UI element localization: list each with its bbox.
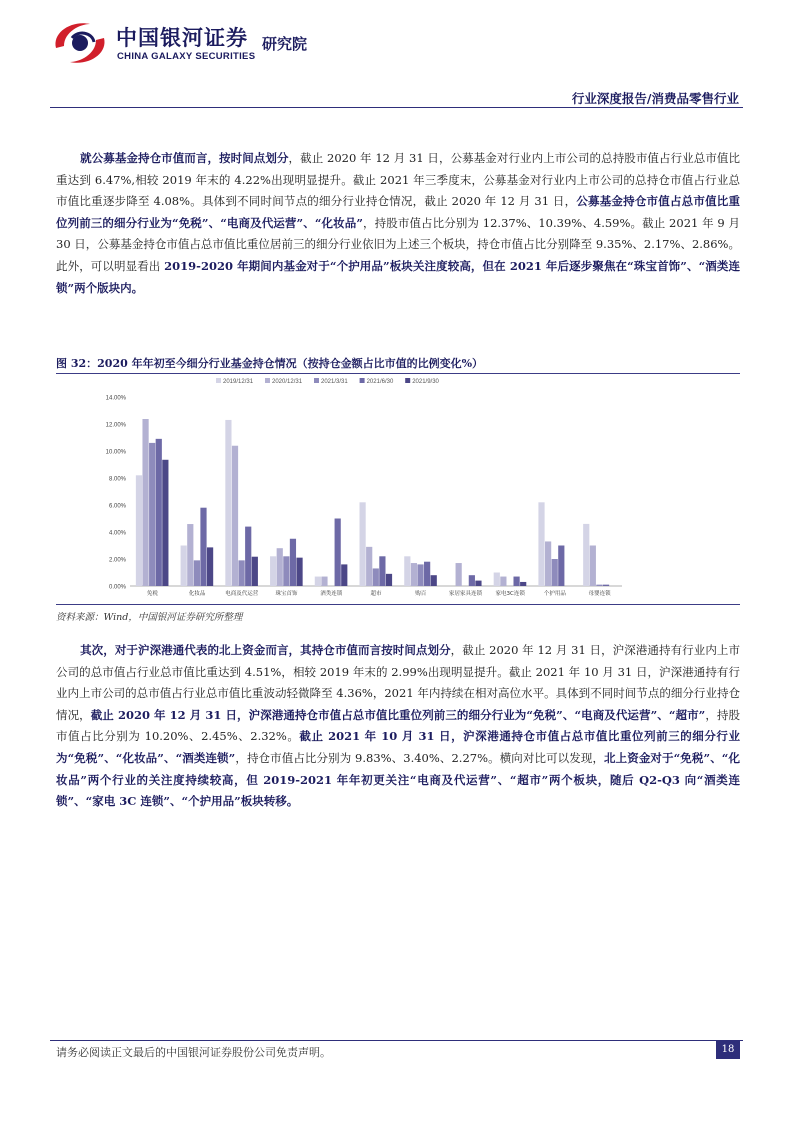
bar bbox=[545, 541, 551, 586]
bar bbox=[590, 546, 596, 587]
x-tick-label: 购百 bbox=[415, 591, 427, 597]
footer-divider bbox=[50, 1040, 743, 1041]
bar bbox=[207, 547, 213, 586]
bar bbox=[181, 546, 187, 587]
para1-text-1: ，截止 2020 年 12 月 31 日，公募基金对行业内上市公司的总持股市值占行业总市值比重达到 6.47%,相较 2019 年末的 4.22%出现明显提升。截止 2021 年三季度末，公募基金对行业内上市公司的总持仓市值占行业总市值比重逐步降至 4.08%。具体到不同时间节点的细分行业持仓情况，截止 2020 年 12 月 31 日， bbox=[56, 151, 741, 209]
brand-name-en: CHINA GALAXY SECURITIES bbox=[117, 51, 256, 62]
bar bbox=[475, 581, 481, 586]
bar bbox=[283, 556, 289, 586]
para2-text-1: ，截止 2020 年 12 月 31 日，沪深港通持有行业内上市公司的总市值占行业总市值比重达到 4.51%，相较 2019 年末的 2.99%出现明显提升。截止 2021 年 10 月 31 日，沪深港通持有行业内上市公司的总市值占行业总市值比重波动轻微降至 4.36%，2021 年内持续在相对高位水平。具体到不同时间节点的细分行业持仓情况， bbox=[56, 643, 740, 722]
bar bbox=[142, 419, 148, 586]
figure-title: 图 32：2020 年年初至今细分行业基金持仓情况（按持仓金额占比市值的比例变化%） bbox=[56, 357, 484, 370]
para1-bold-1: 就公募基金持仓市值而言，按时间点划分 bbox=[80, 151, 289, 165]
para1-bold-3: 2019-2020 年期间内基金对于“个护用品”板块关注度较高，但在 2021 年后逐步聚焦在“珠宝首饰”、“酒类连锁”两个版块内。 bbox=[56, 258, 741, 295]
galaxy-logo-icon bbox=[50, 18, 110, 68]
bar bbox=[162, 460, 168, 586]
figure-source: 资料来源：Wind，中国银河证券研究所整理 bbox=[56, 612, 243, 623]
y-tick-label: 14.00% bbox=[105, 395, 126, 402]
x-tick-label: 珠宝首饰 bbox=[275, 591, 298, 597]
bar bbox=[513, 577, 519, 586]
bar bbox=[417, 564, 423, 586]
para2-bold-1: 截止 2020 年 12 月 31 日，沪深港通持仓市值占总市值比重位列前三的细分行业为“免税”、“电商及代运营”、“超市” bbox=[90, 707, 706, 722]
institute-label: 研究院 bbox=[262, 35, 308, 53]
para2-text-3: ，持仓市值占比分别为 9.83%、3.40%、2.27%。横向对比可以发现， bbox=[235, 750, 605, 765]
y-tick-label: 6.00% bbox=[108, 503, 126, 510]
bar bbox=[538, 502, 544, 586]
figure-top-rule bbox=[56, 373, 740, 374]
bar bbox=[252, 557, 258, 586]
bar bbox=[239, 560, 245, 586]
brand-name-cn: 中国银河证券 bbox=[116, 26, 248, 50]
legend-swatch bbox=[360, 378, 365, 383]
bar bbox=[404, 556, 410, 586]
y-tick-label: 4.00% bbox=[108, 530, 126, 537]
y-tick-label: 8.00% bbox=[108, 476, 126, 483]
bar bbox=[270, 556, 276, 586]
legend-swatch bbox=[265, 378, 270, 383]
para2-bold-3: 北上资金对于“免税”、“化妆品”两个行业的关注度持续较高，但 2019-2021 年年初更关注“电商及代运营”、“超市”两个板块，随后 Q2-Q3 向“酒类连锁”、“家电 3C 连锁”、“个护用品”板块转移。 bbox=[56, 750, 741, 809]
bar bbox=[296, 558, 302, 586]
figure-bottom-rule bbox=[56, 604, 740, 605]
legend-label: 2019/12/31 bbox=[223, 379, 254, 385]
bar bbox=[200, 508, 206, 586]
bar bbox=[290, 539, 296, 586]
bar bbox=[156, 439, 162, 586]
y-tick-label: 2.00% bbox=[108, 557, 126, 564]
paragraph-fund-holdings bbox=[56, 148, 740, 299]
bar bbox=[277, 548, 283, 586]
bar bbox=[552, 559, 558, 586]
bar bbox=[494, 573, 500, 587]
bar bbox=[431, 575, 437, 586]
holdings-bar-chart bbox=[56, 375, 740, 603]
x-tick-label: 个护用品 bbox=[543, 591, 566, 597]
x-tick-label: 超市 bbox=[370, 591, 382, 597]
bar bbox=[583, 524, 589, 586]
para1-text-2: ，持股市值占比分别为 12.37%、10.39%、4.59%。截止 2021 年 9 月 30 日，公募基金持仓市值占总市值比重位居前三的细分行业依旧为上述三个板块，持仓市值占比分别降至 9.35%、2.17%、2.86%。此外，可以明显看出 bbox=[56, 215, 741, 273]
para2-bold-2: 截止 2021 年 10 月 31 日，沪深港通持仓市值占总市值比重位列前三的细分行业为“免税”、“化妆品”、“酒类连锁” bbox=[56, 729, 740, 765]
bar bbox=[232, 446, 238, 586]
legend-swatch bbox=[314, 378, 319, 383]
bar bbox=[321, 577, 327, 586]
bar bbox=[379, 556, 385, 586]
bar bbox=[194, 560, 200, 586]
bar bbox=[360, 502, 366, 586]
legend-label: 2021/9/30 bbox=[412, 379, 439, 385]
bar bbox=[424, 562, 430, 586]
paragraph-northbound-holdings bbox=[56, 640, 740, 813]
y-tick-label: 12.00% bbox=[105, 422, 126, 429]
x-tick-label: 母婴连锁 bbox=[588, 591, 611, 597]
legend-label: 2021/6/30 bbox=[366, 379, 394, 385]
bar bbox=[187, 524, 193, 586]
bar bbox=[136, 475, 142, 586]
report-category: 行业深度报告/消费品零售行业 bbox=[571, 91, 739, 106]
x-tick-label: 家电3C连锁 bbox=[495, 591, 525, 597]
bar bbox=[149, 443, 155, 586]
bar bbox=[520, 582, 526, 586]
bar bbox=[603, 585, 609, 586]
header-divider bbox=[50, 107, 743, 108]
legend-label: 2021/3/31 bbox=[321, 379, 348, 385]
legend-label: 2020/12/31 bbox=[272, 379, 303, 385]
bar bbox=[225, 420, 231, 586]
legend-swatch bbox=[405, 378, 410, 383]
bar bbox=[335, 519, 341, 587]
y-tick-label: 0.00% bbox=[108, 584, 126, 591]
footer-disclaimer: 请务必阅读正文最后的中国银河证券股份公司免责声明。 bbox=[56, 1046, 331, 1059]
x-tick-label: 酒类连锁 bbox=[320, 591, 343, 597]
bar bbox=[245, 527, 251, 586]
para2-text-2: ，持股市值占比分别为 10.20%、2.45%、2.32%。 bbox=[56, 707, 740, 744]
x-tick-label: 家居家具连锁 bbox=[448, 591, 482, 597]
para2-bold-lead: 其次，对于沪深港通代表的北上资金而言，其持仓市值而言按时间点划分 bbox=[80, 643, 451, 657]
bar bbox=[500, 577, 506, 586]
bar bbox=[411, 563, 417, 586]
y-tick-label: 10.00% bbox=[105, 449, 126, 456]
bar bbox=[366, 547, 372, 586]
page-number: 18 bbox=[716, 1041, 740, 1059]
bar bbox=[469, 575, 475, 586]
bar bbox=[341, 564, 347, 586]
bar bbox=[456, 563, 462, 586]
bar bbox=[373, 568, 379, 586]
para1-bold-2: 公募基金持仓市值占总市值比重位列前三的细分行业为“免税”、“电商及代运营”、“化妆品” bbox=[56, 194, 740, 230]
x-tick-label: 电商及代运营 bbox=[225, 591, 259, 597]
legend-swatch bbox=[216, 378, 221, 383]
x-tick-label: 免税 bbox=[146, 591, 158, 597]
bar bbox=[386, 574, 392, 586]
bar bbox=[558, 546, 564, 587]
x-tick-label: 化妆品 bbox=[188, 591, 206, 597]
bar bbox=[315, 577, 321, 586]
bar bbox=[596, 585, 602, 586]
